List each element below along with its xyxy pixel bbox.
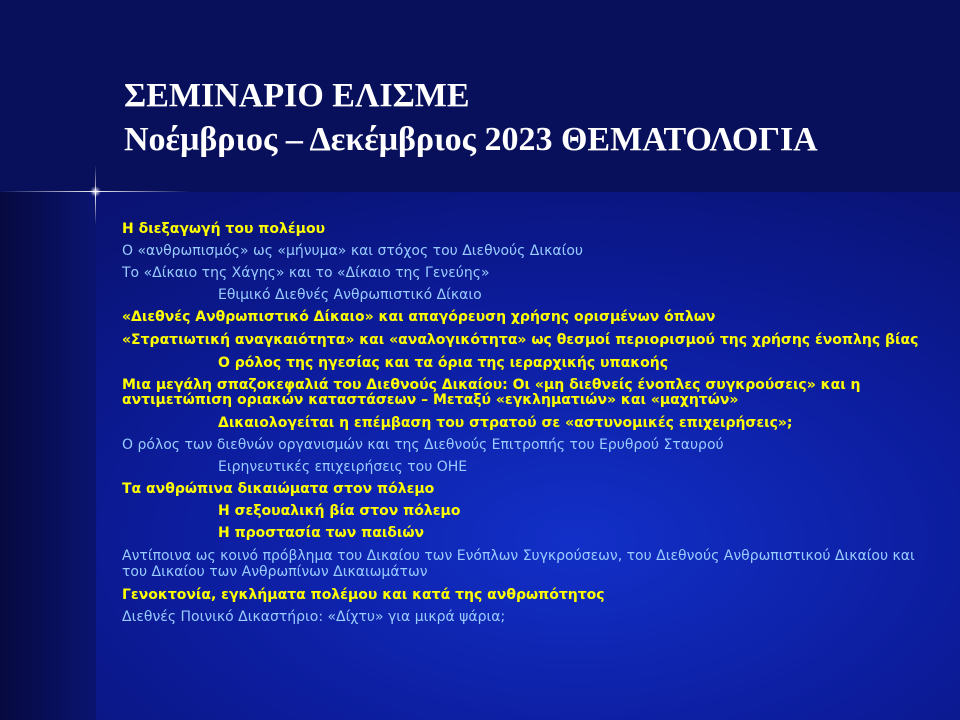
sparkle-icon [90,186,101,197]
slide-title [124,74,818,162]
title-line-2: Νοέμβριος – Δεκέμβριος 2023 ΘΕΜΑΤΟΛΟΓΙΑ [124,121,818,158]
topic-item: Τα ανθρώπινα δικαιώματα στον πόλεμο [122,481,435,497]
topic-item: Αντίποινα ως κοινό πρόβλημα του Δικαίου των Ενόπλων Συγκρούσεων, του Διεθνούς Ανθρωπιστικού Δικαίου και του Δικαίου των Ανθρωπίνων Δικαιωμάτων [122,548,915,580]
title-line-1: ΣΕΜΙΝΑΡΙΟ ΕΛΙΣΜΕ [124,77,470,114]
topic-subitem: Εθιμικό Διεθνές Ανθρωπιστικό Δίκαιο [218,287,482,303]
topic-item: Η διεξαγωγή του πολέμου [122,221,326,237]
topic-subitem: Η σεξουαλική βία στον πόλεμο [218,503,461,519]
topic-item: Ο «ανθρωπισμός» ως «μήνυμα» και στόχος του Διεθνούς Δικαίου [122,243,584,259]
left-band [0,192,96,720]
topic-list [122,218,932,628]
topic-subitem: Η προστασία των παιδιών [218,525,425,541]
topic-item: «Στρατιωτική αναγκαιότητα» και «αναλογικότητα» ως θεσμοί περιορισμού της χρήσης ένοπλης βίας [122,332,919,348]
topic-item: Γενοκτονία, εγκλήματα πολέμου και κατά της ανθρωπότητος [122,587,605,603]
topic-item: Ο ρόλος των διεθνών οργανισμών και της Διεθνούς Επιτροπής του Ερυθρού Σταυρού [122,437,724,453]
topic-subitem: Ο ρόλος της ηγεσίας και τα όρια της ιεραρχικής υπακοής [218,355,669,371]
topic-item: Διεθνές Ποινικό Δικαστήριο: «Δίχτυ» για μικρά ψάρια; [122,609,506,625]
topic-item: Το «Δίκαιο της Χάγης» και το «Δίκαιο της Γενεύης» [122,265,490,281]
topic-item: Μια μεγάλη σπαζοκεφαλιά του Διεθνούς Δικαίου: Οι «μη διεθνείς ένοπλες συγκρούσεις» και η αντιμετώπιση οριακών καταστάσεων – Μεταξύ «εγκληματιών» και «μαχητών» [122,377,861,408]
topic-item: «Διεθνές Ανθρωπιστικό Δίκαιο» και απαγόρευση χρήσης ορισμένων όπλων [122,309,716,325]
topic-subitem: Δικαιολογείται η επέμβαση του στρατού σε «αστυνομικές επιχειρήσεις»; [218,415,793,431]
topic-subitem: Ειρηνευτικές επιχειρήσεις του ΟΗΕ [218,459,468,475]
